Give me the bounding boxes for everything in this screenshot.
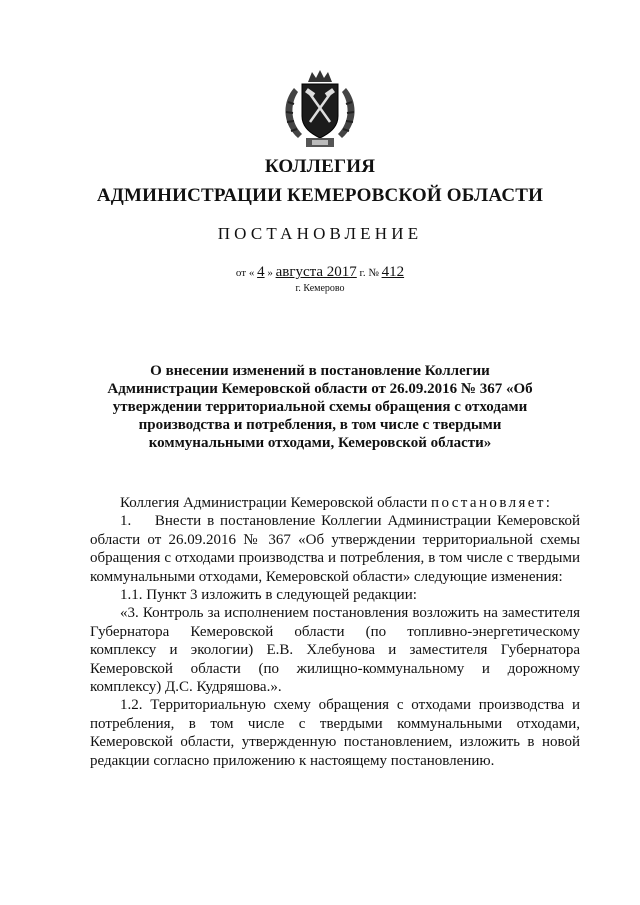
org-name-line2: АДМИНИСТРАЦИИ КЕМЕРОВСКОЙ ОБЛАСТИ: [96, 185, 544, 206]
document-body: [90, 494, 580, 770]
paragraph-1-1-quote: «3. Контроль за исполнением постановления возложить на заместителя Губернатора Кемеровской области (по топливно-энергетическому комплексу и экологии) Е.В. Хлебунова и заместителя Губернатора Кемеровской области (по жилищно-коммунальному и дорожному комплексу) Д.С. Кудряшова.».: [90, 605, 580, 696]
paragraph-1-2: 1.2. Территориальную схему обращения с отходами производства и потребления, в том числе с твердыми коммунальными отходами, Кемеровской области, утвержденную постановлением, изложить в новой редакции согласно приложению к настоящему постановлению.: [90, 697, 580, 769]
date-month-year: августа 2017: [275, 264, 357, 280]
date-number-line: [0, 264, 640, 281]
org-name-line1: КОЛЛЕГИЯ: [264, 156, 376, 177]
number-sign: №: [368, 267, 379, 279]
paragraph-1-1: 1.1. Пункт 3 изложить в следующей редакции:: [120, 587, 417, 604]
document-type: ПОСТАНОВЛЕНИЕ: [217, 224, 423, 243]
date-close-quote: »: [267, 267, 273, 279]
coat-of-arms-icon: [276, 68, 364, 152]
document-number: 412: [381, 264, 405, 280]
intro-paragraph: [90, 494, 580, 512]
document-title: О внесении изменений в постановление Коллегии Администрации Кемеровской области от 26.09.2016 № 367 «Об утверждении территориальной схемы обращения с отходами производства и потребления, в том числе с твердыми коммунальными отходами, Кемеровской области»: [107, 363, 533, 451]
date-open-quote: «: [248, 267, 255, 279]
date-from-label: от: [235, 267, 247, 279]
date-year-suffix: г.: [359, 267, 366, 279]
intro-verb: постановляет:: [431, 495, 553, 511]
date-day: 4: [257, 264, 265, 280]
paragraph-1: 1. Внести в постановление Коллегии Администрации Кемеровской области от 26.09.2016 № 367 «Об утверждении территориальной схемы обращения с отходами производства и потребления, в том числе с твердыми коммунальными отходами, Кемеровской области» следующие изменения:: [90, 513, 580, 585]
city-name: г. Кемерово: [295, 283, 345, 294]
intro-text: Коллегия Администрации Кемеровской области: [120, 495, 432, 511]
